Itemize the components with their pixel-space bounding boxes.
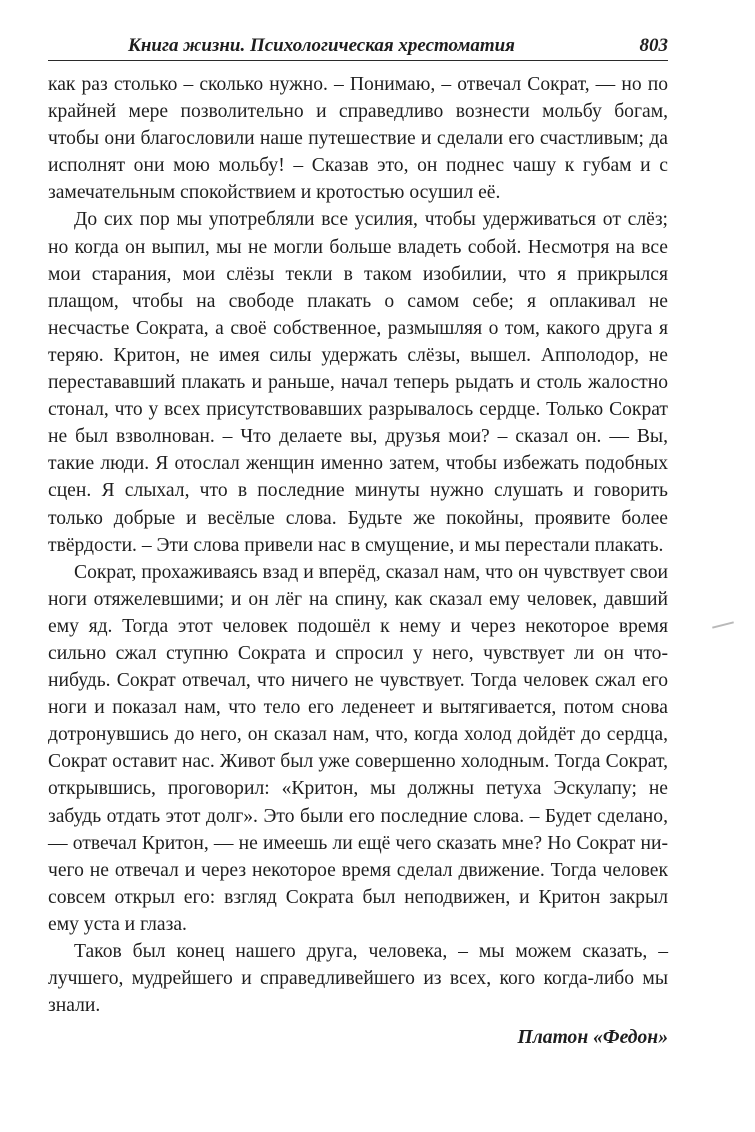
- running-header: [48, 30, 668, 61]
- book-title: Книга жизни. Психологическая хрестоматия: [128, 35, 515, 56]
- paragraph: Сократ, прохаживаясь взад и вперёд, сказал нам, что он чувствует свои ноги отяжелевшими; и он лёг на спину, как сказал ему человек, давший ему яд. Тогда этот человек подошёл к нему и через некоторое время сильно сжал ступню Сократа и спросил у него, чувствует ли он что-нибудь. Сократ отвечал, что ничего не чувствует. Тогда человек сжал его ноги и показал нам, что тело его леденеет и вытягивается, потом снова дотронувшись до него, он сказал нам, что, когда холод дойдёт до сердца, Сократ оставит нас. Живот был уже совершенно холодным. Тогда Сократ, открывшись, проговорил: «Критон, мы должны петуха Эскулапу; не забудь отдать этот долг». Это были его последние слова. – Будет сделано, — отвечал Критон, — не имеешь ли ещё чего сказать мне? Но Сократ ничего не отвечал и через некоторое время сделал движение. Тогда человек совсем открыл его: взгляд Сократа был неподвижен, и Критон закрыл ему уста и глаза.: [48, 561, 668, 935]
- source-attribution: Платон «Федон»: [517, 1027, 668, 1049]
- page-body: [48, 71, 668, 1049]
- scan-speck: [712, 621, 734, 628]
- page-number: 803: [639, 35, 668, 56]
- paragraph-continuation: как раз столько – сколько нужно. – Понимаю, – отвечал Сократ, — но по крайней мере позволительно и справедливо вознести мольбу богам, чтобы они благословили наше путешествие и сделали его счастливым; да исполнят они мою мольбу! – Сказав это, он поднес чашу к губам и с замечательным спокойствием и кротостью осушил её.: [48, 74, 668, 204]
- book-page: [48, 30, 668, 1049]
- paragraph: Таков был конец нашего друга, человека, – мы можем сказать, – лучшего, мудрейшего и справедливейшего из всех, кого когда-либо мы знали.: [48, 941, 668, 1017]
- paragraph: До сих пор мы употребляли все усилия, чтобы удерживаться от слёз; но когда он выпил, мы не могли больше владеть собой. Несмотря на все мои старания, мои слёзы текли в таком изобилии, что я прикрылся плащом, чтобы на свободе плакать о самом себе; я оплакивал не несчастье Сократа, а своё собственное, размышляя о том, какого друга я теряю. Критон, не имея силы удержать слёзы, вышел. Апполодор, не перестававший плакать и раньше, начал теперь рыдать и столь жалостно стонал, что у всех присутствовавших разрывалось сердце. Только Сократ не был взволнован. – Что делаете вы, друзья мои? – сказал он. — Вы, такие люди. Я отослал женщин именно затем, чтобы избежать подобных сцен. Я слыхал, что в последние минуты нужно слушать и говорить только добрые и весёлые слова. Будьте же покойны, проявите более твёрдости. – Эти слова привели нас в смущение, и мы перестали плакать.: [48, 209, 668, 556]
